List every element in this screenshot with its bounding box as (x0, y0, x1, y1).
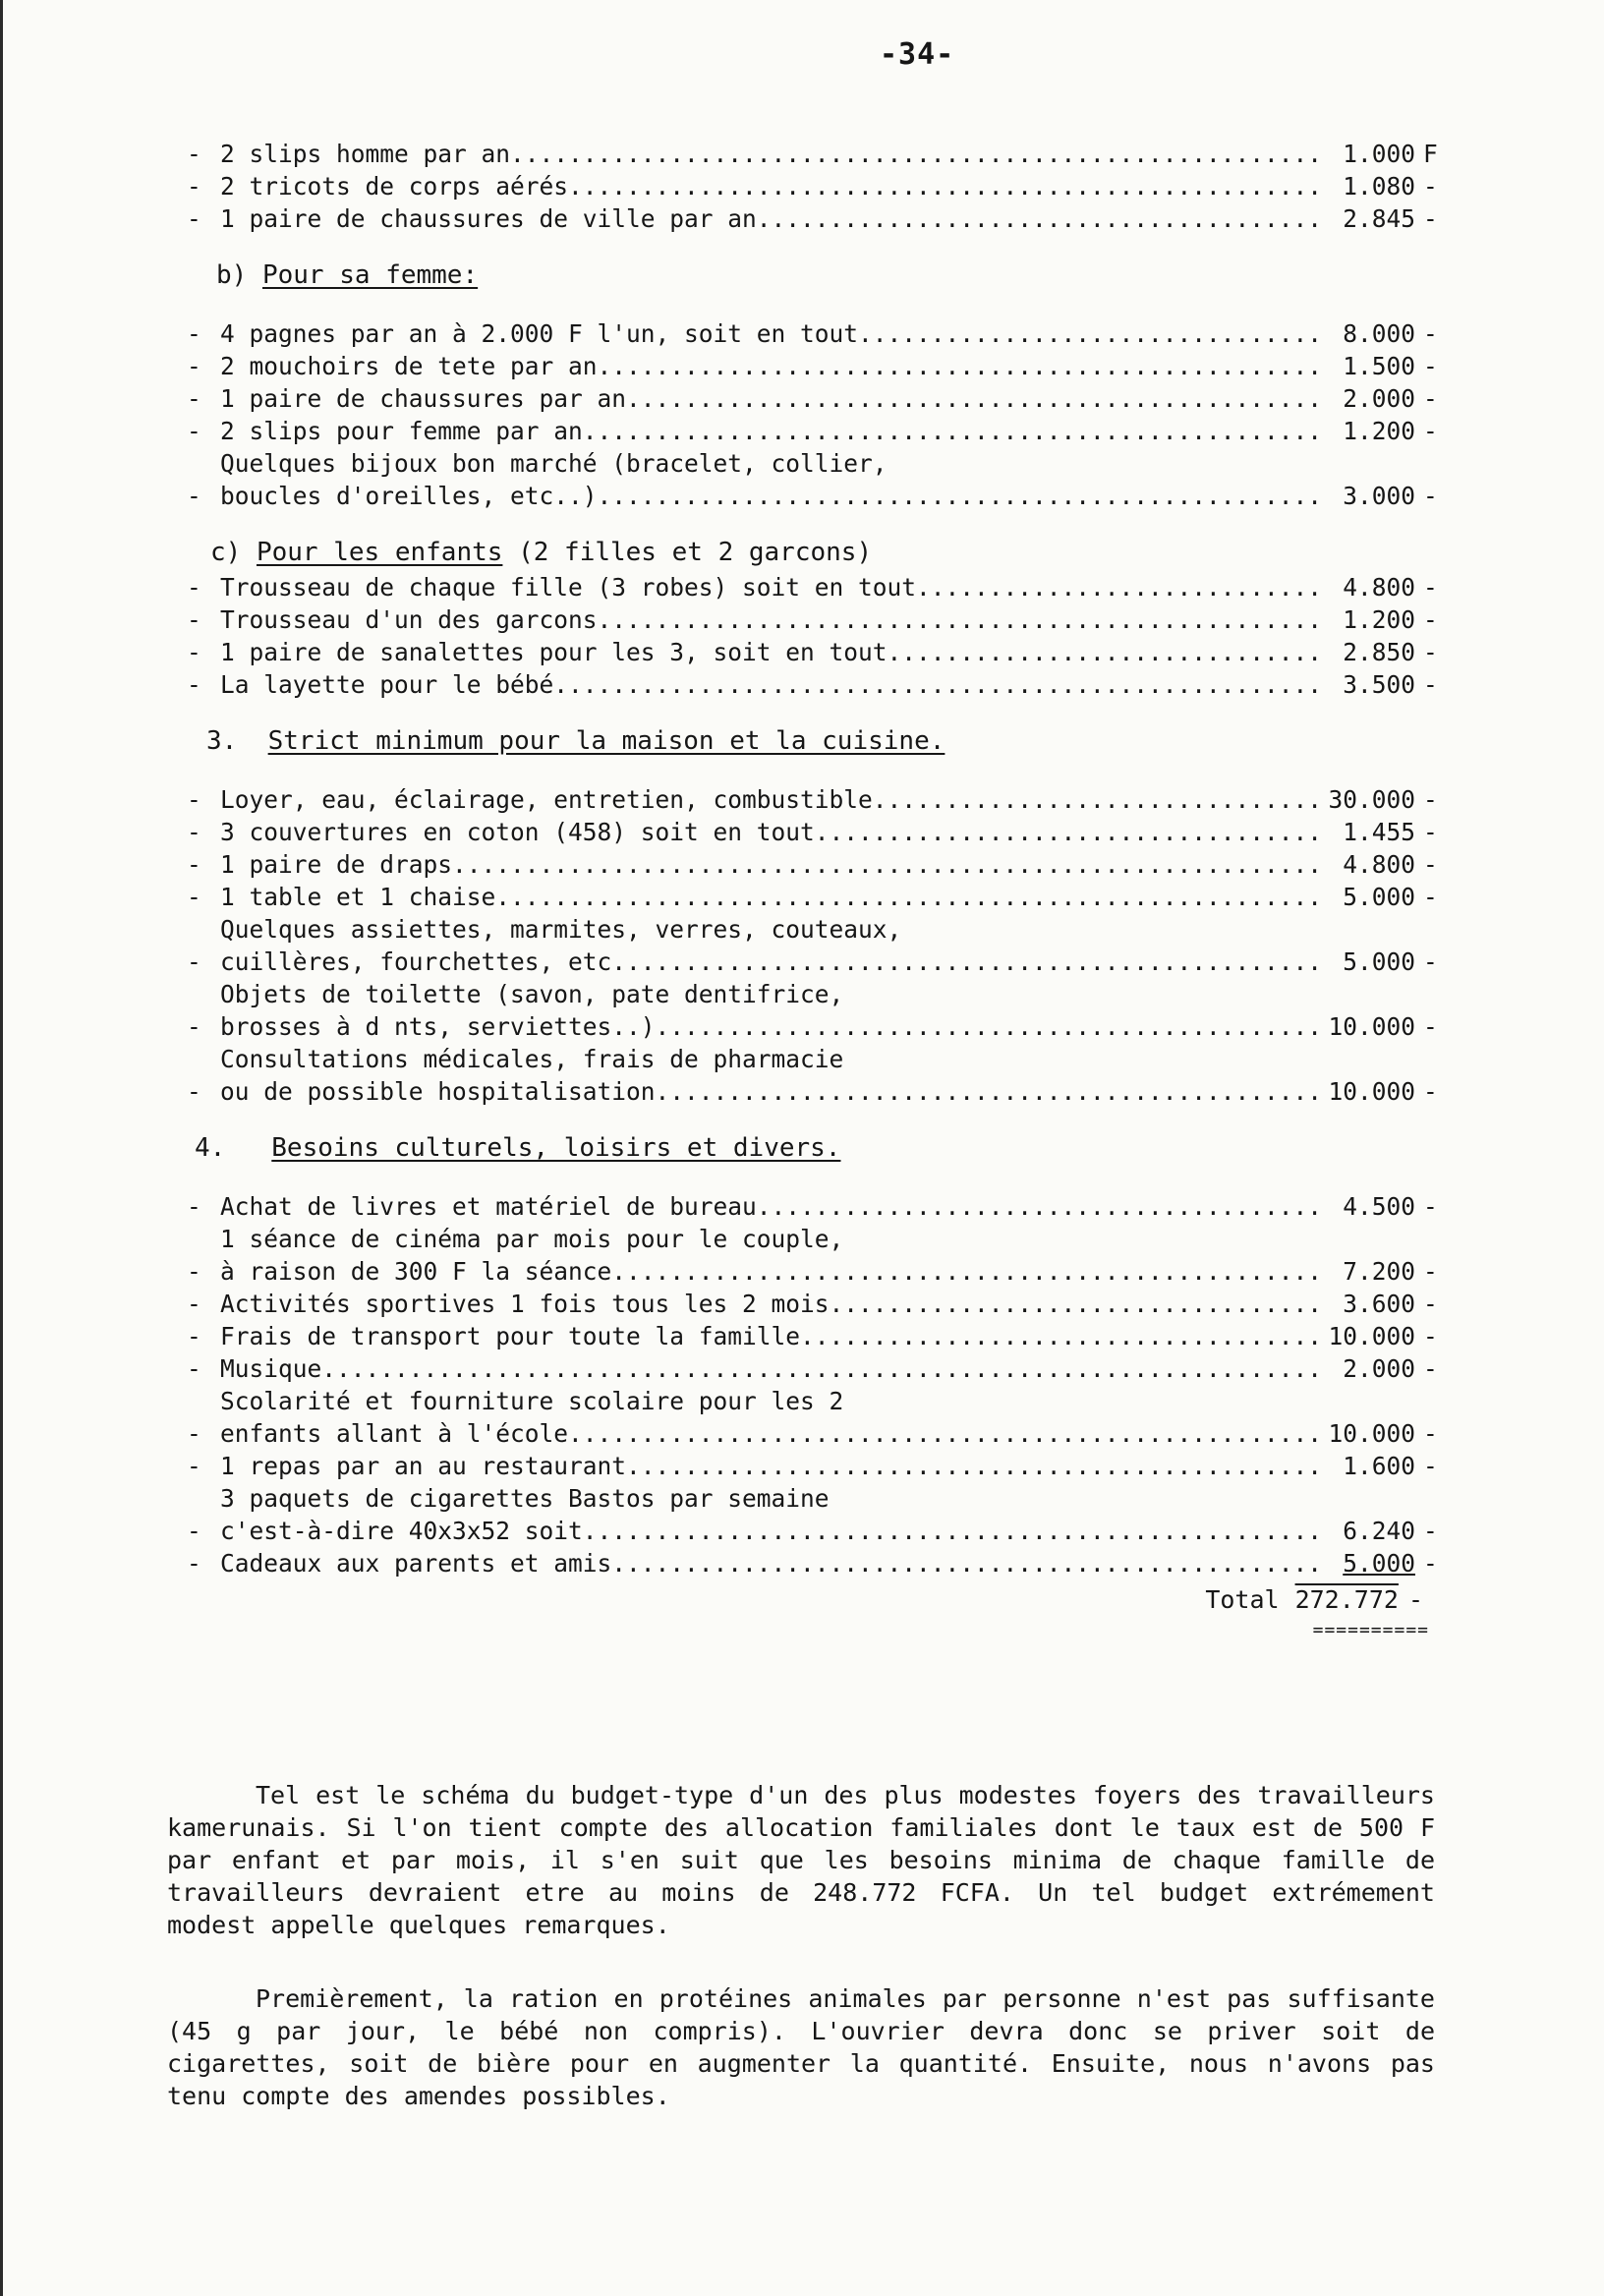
list-item: - 4 pagnes par an à 2.000 F l'un, soit en tout ..... 8.000 - (187, 317, 1455, 350)
section-heading: 3. Strict minimum pour la maison et la cuisine. (206, 726, 945, 756)
page-number: -34- (880, 37, 955, 72)
list-item: - 1 séance de cinéma par mois pour le couple, à raison de 300 F la séance ..... 7.200 - (187, 1223, 1455, 1288)
list-item: - Activités sportives 1 fois tous les 2 mois ..... 3.600 - (187, 1288, 1455, 1320)
total-tail: - (1407, 1585, 1423, 1614)
paragraph: Premièrement, la ration en protéines animales par personne n'est pas suffisante (45 g par jour, le bébé non compris). L'ouvrier devra donc se priver soit de cigarettes, soit de bière pour en augmenter la quantité. Ensuite, nous n'avons pas tenu compte des amendes possibles. (167, 1984, 1435, 2110)
list-item: - 1 paire de draps ..... 4.800 - (187, 848, 1455, 881)
list-item: - Trousseau de chaque fille (3 robes) soit en tout ..... 4.800 - (187, 571, 1455, 603)
list-item: - 1 paire de sanalettes pour les 3, soit en tout ..... 2.850 - (187, 636, 1455, 668)
total-double-rule: ========== (1312, 1620, 1429, 1640)
section-heading: b) Pour sa femme: (216, 260, 479, 290)
list-item: - Loyer, eau, éclairage, entretien, combustible ..... 30.000 - (187, 783, 1455, 816)
section-heading: c) Pour les enfants (2 filles et 2 garcons) (210, 538, 873, 567)
section-maison (187, 726, 1455, 1108)
list-item: - Trousseau d'un des garcons ..... 1.200 - (187, 603, 1455, 636)
list-item: - 1 table et 1 chaise ..... 5.000 - (187, 881, 1455, 913)
total-label: Total (1205, 1585, 1280, 1614)
list-item: - La layette pour le bébé ..... 3.500 - (187, 668, 1455, 701)
list-item: - 1 paire de chaussures par an ..... 2.000 - (187, 382, 1455, 415)
list-item: - Cadeaux aux parents et amis ..... 5.000 - (187, 1547, 1455, 1579)
list-item: - 2 tricots de corps aérés ..... 1.080 - (187, 170, 1455, 202)
total-row (187, 1585, 1455, 1614)
list-item: - 1 repas par an au restaurant ..... 1.600 - (187, 1450, 1455, 1482)
list-item: - 3 couvertures en coton (458) soit en tout ..... 1.455 - (187, 816, 1455, 848)
list-item: - 2 slips pour femme par an ..... 1.200 - (187, 415, 1455, 447)
total-amount: 272.772 (1294, 1585, 1399, 1614)
list-item: - 2 slips homme par an ..... 1.000 F (187, 138, 1455, 170)
section-femme (187, 260, 1455, 512)
list-item: - 2 mouchoirs de tete par an ..... 1.500 - (187, 350, 1455, 382)
list-item: - Frais de transport pour toute la famille ..... 10.000 - (187, 1320, 1455, 1352)
section-continued (187, 138, 1455, 235)
budget-list (187, 138, 1455, 1666)
section-heading: 4. Besoins culturels, loisirs et divers. (195, 1133, 841, 1163)
list-item: - Quelques assiettes, marmites, verres, couteaux, cuillères, fourchettes, etc ..... 5.000 - (187, 913, 1455, 978)
page-edge (0, 0, 3, 2296)
list-item: - 1 paire de chaussures de ville par an ..... 2.845 - (187, 202, 1455, 235)
list-item: - Objets de toilette (savon, pate dentifrice, brosses à d nts, serviettes..) ..... 10.000 - (187, 978, 1455, 1043)
section-culturels (187, 1133, 1455, 1640)
list-item: - Scolarité et fourniture scolaire pour les 2 enfants allant à l'école ..... 10.000 - (187, 1385, 1455, 1450)
list-item: - Achat de livres et matériel de bureau ..... 4.500 - (187, 1190, 1455, 1223)
list-item: - Musique ..... 2.000 - (187, 1352, 1455, 1385)
body-text (167, 1779, 1435, 2153)
section-enfants (187, 538, 1455, 701)
paragraph: Tel est le schéma du budget-type d'un des plus modestes foyers des travailleurs kamerunais. Si l'on tient compte des allocation familiales dont le taux est de 500 F par enfant et par mois, il s'en suit que les besoins minima de chaque famille de travailleurs devraient etre au moins de 248.772 FCFA. Un tel budget extrémement modest appelle quelques remarques. (167, 1781, 1435, 1939)
list-item: - Quelques bijoux bon marché (bracelet, collier, boucles d'oreilles, etc..) ..... 3.000 - (187, 447, 1455, 512)
list-item: - Consultations médicales, frais de pharmacie ou de possible hospitalisation ..... 10.000 - (187, 1043, 1455, 1108)
list-item: - 3 paquets de cigarettes Bastos par semaine c'est-à-dire 40x3x52 soit ..... 6.240 - (187, 1482, 1455, 1547)
